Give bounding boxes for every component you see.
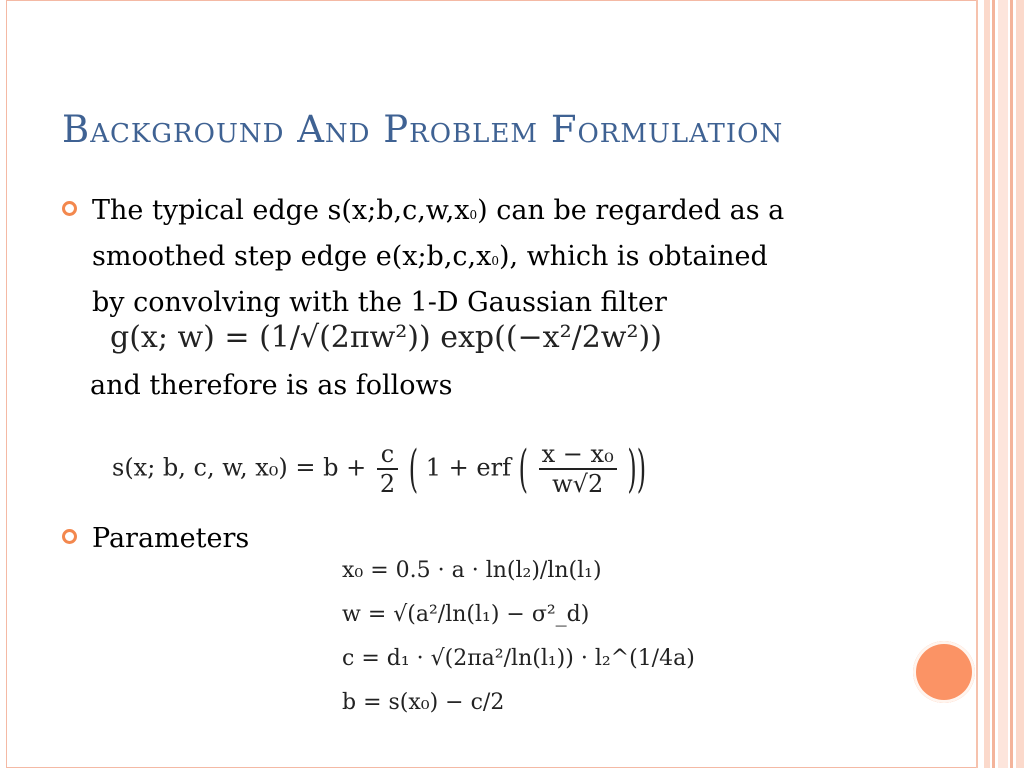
edge-equation-lhs: s(x; b, c, w, x₀) = b + — [112, 453, 367, 482]
mid-text: and therefore is as follows — [90, 370, 453, 401]
bullet-line: by convolving with the 1-D Gaussian filter — [92, 287, 667, 318]
parameter-x0: x₀ = 0.5 · a · ln(l₂)/ln(l₁) — [342, 558, 602, 583]
stripe — [976, 0, 978, 768]
fraction-numerator: c — [380, 440, 395, 468]
fraction-denominator: w√2 — [539, 468, 617, 498]
parameter-b: b = s(x₀) − c/2 — [342, 690, 505, 715]
bullet-text: Parameters — [92, 523, 250, 554]
fraction-c-over-2 — [377, 440, 398, 498]
open-paren: ( — [408, 439, 419, 499]
bullet-text — [92, 190, 784, 323]
parameter-w: w = √(a²/ln(l₁) − σ²_d) — [342, 602, 590, 627]
bullet-icon — [62, 529, 77, 544]
stripe — [1010, 0, 1013, 768]
gaussian-equation: g(x; w) = (1/√(2πw²)) exp((−x²/2w²)) — [110, 320, 662, 355]
edge-equation — [112, 440, 646, 498]
stripe — [992, 0, 995, 768]
stripe — [998, 0, 1008, 768]
fraction-erf-arg — [539, 440, 617, 498]
open-paren: ( — [518, 439, 528, 499]
bullet-line: smoothed step edge e(x;b,c,x — [92, 241, 492, 272]
bullet-line: ), which is obtained — [499, 241, 768, 272]
stripe — [1016, 0, 1024, 768]
slide-frame-left — [6, 0, 7, 768]
subscript: 0 — [491, 254, 499, 268]
close-paren: )) — [627, 439, 647, 499]
parameter-c: c = d₁ · √(2πa²/ln(l₁)) · l₂^(1/4a) — [342, 646, 695, 671]
fraction-denominator: 2 — [377, 468, 398, 498]
edge-inner-text: 1 + erf — [425, 453, 511, 482]
fraction-numerator: x − x₀ — [541, 440, 614, 468]
slide-frame-top — [6, 0, 976, 1]
bullet-icon — [62, 201, 77, 216]
subscript: 0 — [469, 208, 478, 222]
parameter-equations — [342, 549, 695, 725]
slide-title: Background And Problem Formulation — [62, 108, 784, 151]
stripe — [984, 0, 990, 768]
right-decorative-stripes — [976, 0, 1024, 768]
bullet-line: The typical edge s(x;b,c,w,x — [92, 195, 470, 226]
decorative-orange-circle — [913, 641, 975, 703]
bullet-line: ) can be regarded as a — [477, 195, 785, 226]
